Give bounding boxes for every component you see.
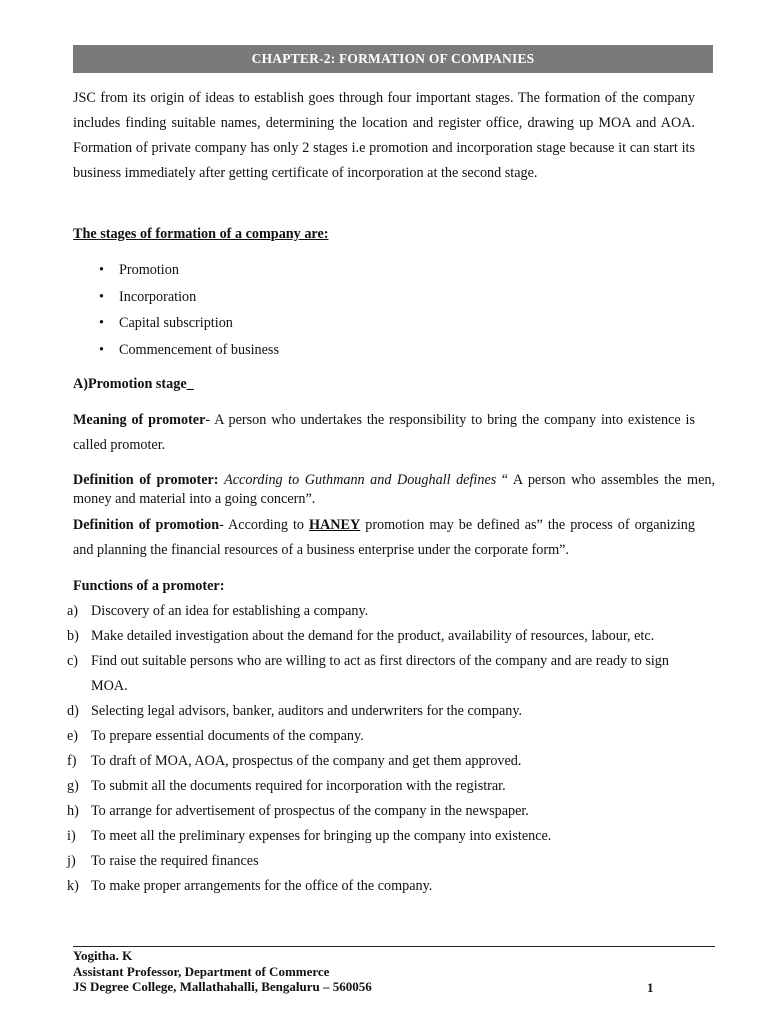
meaning-label: Meaning of promoter [73, 412, 206, 428]
list-item: k) To make proper arrangements for the office of the company. [67, 878, 433, 894]
list-item: i) To meet all the preliminary expenses for bringing up the company into existence. [67, 828, 552, 844]
definition-promoter-text: “ A person who assembles the men, money and material into a going concern”. [73, 472, 716, 507]
list-item: • Commencement of business [99, 337, 279, 364]
definition-promotion-label: Definition of promotion [73, 517, 220, 533]
bullet-icon: • [99, 341, 104, 358]
college-address: JS Degree College, Mallathahalli, Bengaluru – 560056 [73, 979, 372, 994]
list-item: • Capital subscription [99, 310, 279, 337]
stages-heading: The stages of formation of a company are: [73, 226, 329, 242]
bullet-icon: • [99, 262, 104, 278]
bullet-icon: • [99, 315, 104, 331]
list-item: c) Find out suitable persons who are willing to act as first directors of the company and are ready to sign MOA. [67, 653, 669, 694]
definition-of-promotion: Definition of promotion- According to HANEY promotion may be defined as” the process of organizing and planning the financial resources of a business enterprise under the corporate form”. [73, 517, 695, 558]
list-item: • Promotion [99, 257, 279, 284]
intro-paragraph: JSC from its origin of ideas to establish goes through four important stages. The formation of the company includes finding suitable names, determining the location and register office, drawing up MOA and AOA. Formation of private company has only 2 stages i.e promotion and incorporation stage because it can start its business immediately after getting certificate of incorporation at the second stage. [73, 90, 695, 181]
list-item: e) To prepare essential documents of the company. [67, 728, 364, 744]
list-item: h) To arrange for advertisement of prospectus of the company in the newspaper. [67, 803, 529, 819]
definition-promoter-label: Definition of promoter: [73, 472, 219, 488]
meaning-of-promoter [73, 408, 695, 458]
author-name: HANEY [308, 517, 361, 533]
stages-list [99, 257, 279, 363]
footer [73, 948, 663, 995]
list-item: g) To submit all the documents required for incorporation with the registrar. [67, 778, 506, 794]
functions-heading: Functions of a promoter: [73, 578, 225, 594]
list-item: • Incorporation [99, 284, 279, 311]
list-item: b) Make detailed investigation about the demand for the product, availability of resources, labour, etc. [67, 628, 655, 644]
promotion-stage-heading: A)Promotion stage_ [73, 376, 194, 392]
author-name-footer: Yogitha. K [73, 948, 133, 963]
page-number: 1 [647, 980, 654, 995]
list-item: j) To raise the required finances [67, 853, 259, 869]
definition-promoter-source: According to Guthmann and Doughall defines [224, 472, 497, 488]
chapter-title: CHAPTER-2: FORMATION OF COMPANIES [73, 45, 713, 73]
bullet-icon: • [99, 288, 104, 305]
list-item: d) Selecting legal advisors, banker, auditors and underwriters for the company. [67, 703, 523, 719]
definition-of-promoter [73, 471, 715, 509]
list-item: f) To draft of MOA, AOA, prospectus of the company and get them approved. [67, 753, 522, 769]
author-designation: Assistant Professor, Department of Commerce [73, 963, 330, 979]
list-item: a) Discovery of an idea for establishing a company. [67, 603, 369, 619]
footer-divider [73, 946, 715, 947]
functions-list [67, 599, 697, 899]
meaning-text: - A person who undertakes the responsibility to bring the company into existence is called promoter. [73, 412, 695, 453]
